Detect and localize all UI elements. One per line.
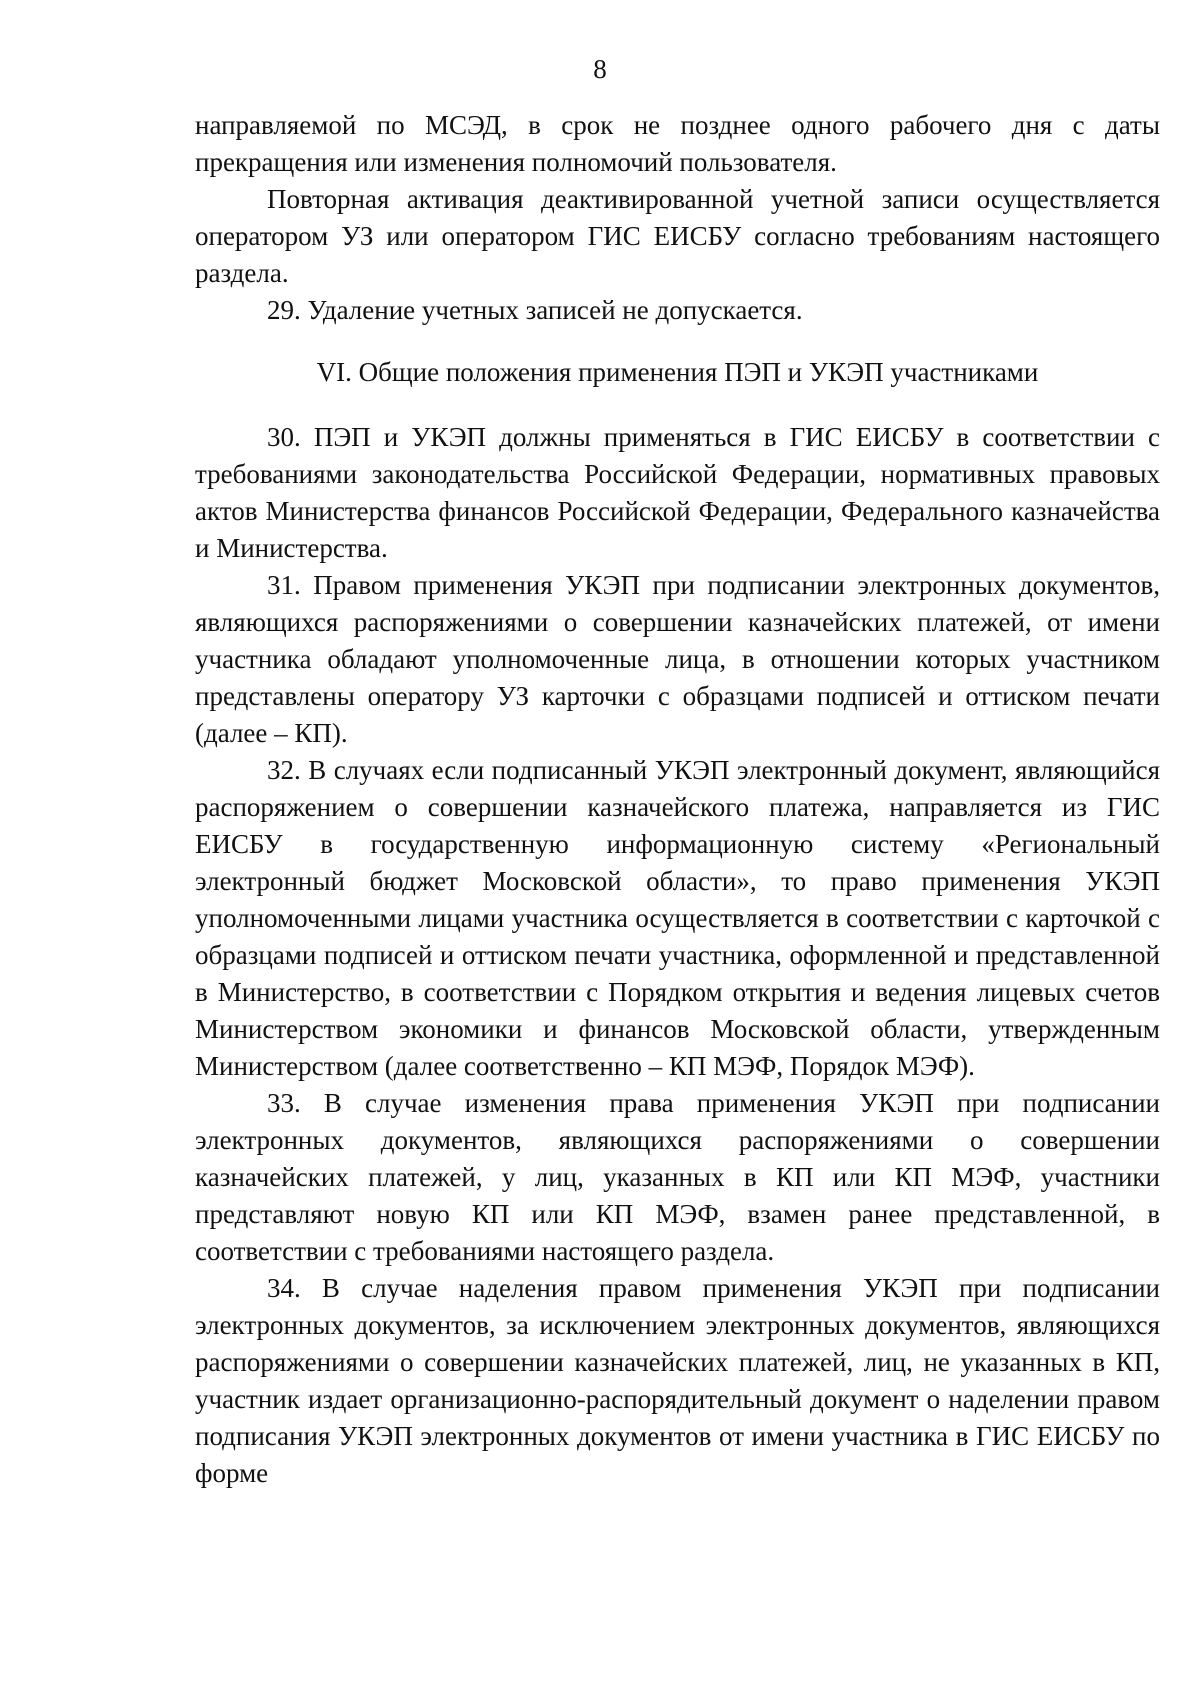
paragraph-34: 34. В случае наделения правом применения УКЭП при подписании электронных документов, за исключением электронных документов, являющихся распоряжениями о совершении казначейских платежей, лиц, не указанных в КП, участник издает организационно-распорядительный документ о наделении правом подписания УКЭП электронных документов от имени участника в ГИС ЕИСБУ по форме <box>195 1273 1160 1488</box>
paragraph-reactivation: Повторная активация деактивированной учетной записи осуществляется оператором УЗ или оператором ГИС ЕИСБУ согласно требованиям настоящего раздела. <box>195 184 1160 288</box>
paragraph-32: 32. В случаях если подписанный УКЭП электронный документ, являющийся распоряжением о совершении казначейского платежа, направляется из ГИС ЕИСБУ в государственную информационную систему «Региональный электронный бюджет Московской области», то право применения УКЭП уполномоченными лицами участника осуществляется в соответствии с карточкой с образцами подписей и оттиском печати участника, оформленной и представленной в Министерство, в соответствии с Порядком открытия и ведения лицевых счетов Министерством экономики и финансов Московской области, утвержденным Министерством (далее соответственно – КП МЭФ, Порядок МЭФ). <box>195 755 1160 1081</box>
paragraph-continuation: направляемой по МСЭД, в срок не позднее одного рабочего дня с даты прекращения или изменения полномочий пользователя. <box>195 110 1160 177</box>
document-body <box>195 107 1160 1492</box>
page-number: 8 <box>593 54 607 84</box>
paragraph-30: 30. ПЭП и УКЭП должны применяться в ГИС ЕИСБУ в соответствии с требованиями законодательства Российской Федерации, нормативных правовых актов Министерства финансов Российской Федерации, Федерального казначейства и Министерства. <box>195 422 1160 563</box>
paragraph-33: 33. В случае изменения права применения УКЭП при подписании электронных документов, являющихся распоряжениями о совершении казначейских платежей, у лиц, указанных в КП или КП МЭФ, участники представляют новую КП или КП МЭФ, взамен ранее представленной, в соответствии с требованиями настоящего раздела. <box>195 1088 1160 1266</box>
paragraph-31: 31. Правом применения УКЭП при подписании электронных документов, являющихся распоряжениями о совершении казначейских платежей, от имени участника обладают уполномоченные лица, в отношении которых участником представлены оператору УЗ карточки с образцами подписей и оттиском печати (далее – КП). <box>195 570 1160 748</box>
section-heading-vi: VI. Общие положения применения ПЭП и УКЭП участниками <box>316 357 1039 387</box>
paragraph-29: 29. Удаление учетных записей не допускается. <box>267 295 803 325</box>
